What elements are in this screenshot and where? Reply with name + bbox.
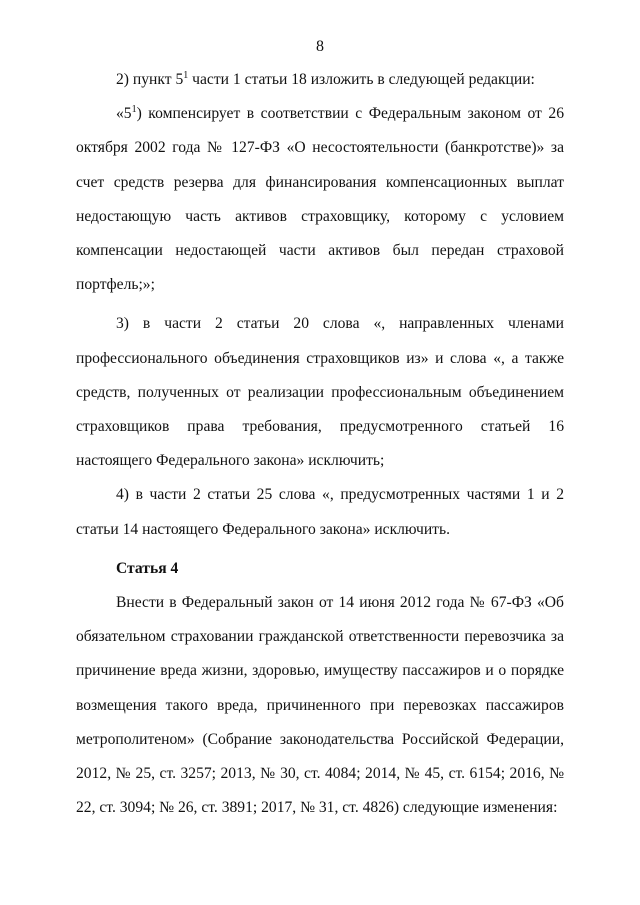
paragraph-quoted-clause	[76, 97, 564, 302]
paragraph-item-4: 4) в части 2 статьи 25 слова «, предусмотренных частями 1 и 2 статьи 14 настоящего Федерального закона» исключить.	[76, 486, 564, 538]
paragraph-text: 2) пункт 5	[116, 71, 184, 88]
superscript: 1	[131, 104, 137, 116]
paragraph-text: части 1 статьи 18 изложить в следующей редакции:	[188, 71, 535, 88]
document-body	[76, 63, 564, 825]
paragraph-text: ) компенсирует в соответствии с Федеральным законом от 26 октября 2002 года № 127-ФЗ «О несостоятельности (банкротстве)» за счет средств резерва для финансирования компенсационных выплат недостающую часть активов страховщику, которому с условием компенсации недостающей части активов был передан страховой портфель;»;	[76, 105, 564, 294]
superscript: 1	[183, 69, 189, 81]
paragraph-item-2	[76, 63, 564, 97]
paragraph-item-3: 3) в части 2 статьи 20 слова «, направленных членами профессионального объединения страховщиков из» и слова «, а также средств, полученных от реализации профессиональным объединением страховщиков права требования, предусмотренного статьей 16 настоящего Федерального закона» исключить;	[76, 315, 564, 470]
article-heading: Статья 4	[116, 559, 179, 577]
page-number: 8	[316, 38, 324, 55]
paragraph-text: «5	[116, 105, 132, 123]
paragraph-article-4-body: Внести в Федеральный закон от 14 июня 2012 года № 67-ФЗ «Об обязательном страховании гражданской ответственности перевозчика за причинение вреда жизни, здоровью, имуществу пассажиров и о порядке возмещения такого вреда, причиненного при перевозках пассажиров метрополитеном» (Собрание законодательства Российской Федерации, 2012, № 25, ст. 3257; 2013, № 30, ст. 4084; 2014, № 45, ст. 6154; 2016, № 22, ст. 3094; № 26, ст. 3891; 2017, № 31, ст. 4826) следующие изменения:	[76, 594, 564, 817]
